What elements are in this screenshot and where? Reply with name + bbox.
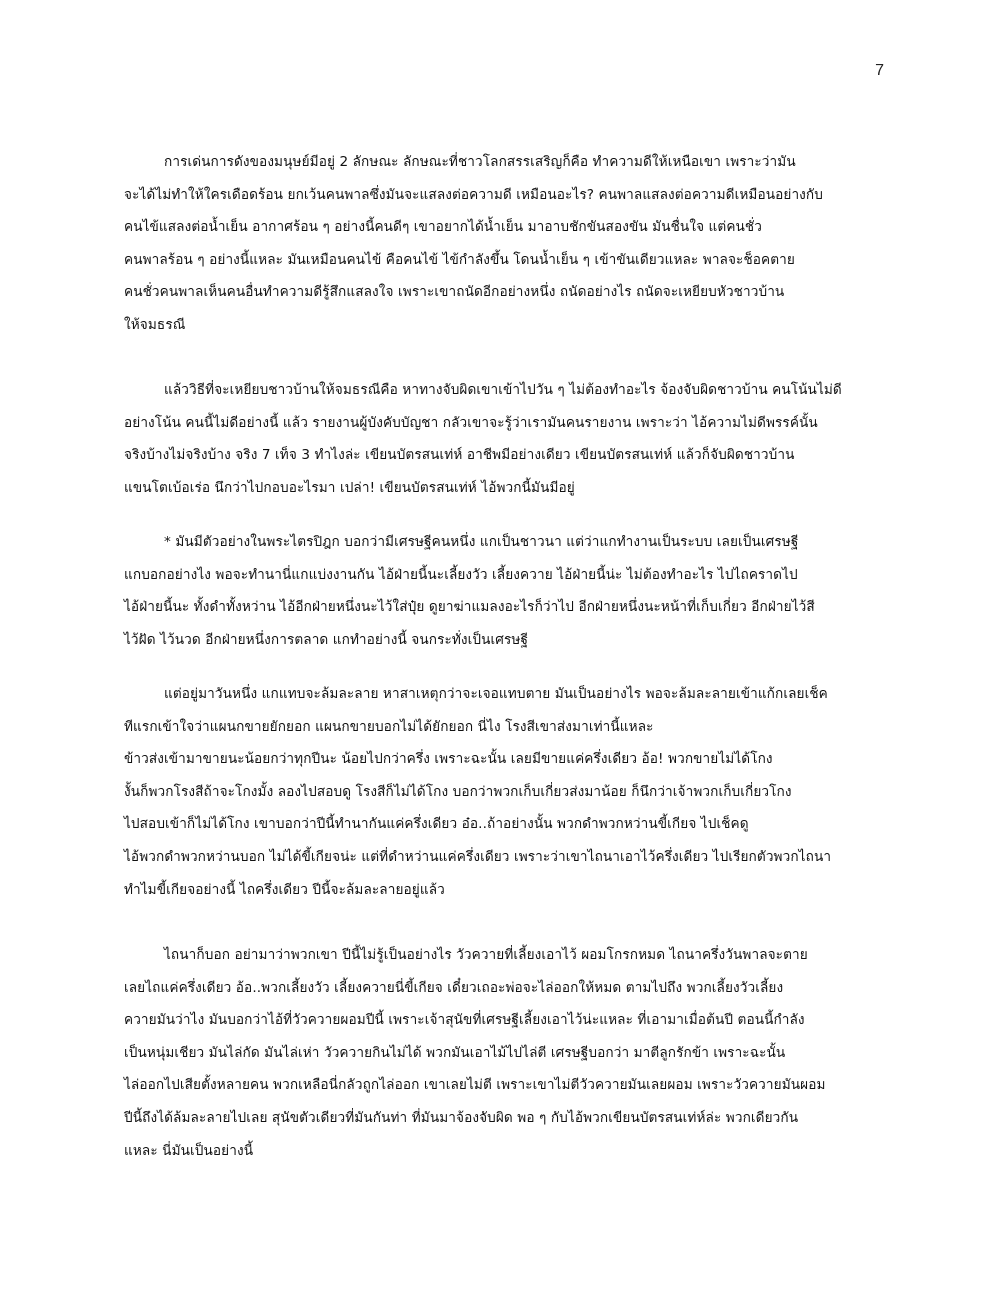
text-line: ไว้ฝัด ไว้นวด อีกฝ่ายหนึ่งการตลาด แกทำอย่างนี้ จนกระทั่งเป็นเศรษฐี (124, 631, 529, 648)
text-line: เลยไถแค่ครึ่งเดียว อ้อ..พวกเลี้ยงวัว เลี้ยงควายนี่ขี้เกียจ เดี๋ยวเถอะพ่อจะไล่ออกให้หมด ตามไปถึง พวกเลี้ยงวัวเลี้ยง (124, 979, 784, 996)
text-line: การเด่นการดังของมนุษย์มีอยู่ 2 ลักษณะ ลักษณะที่ชาวโลกสรรเสริญก็คือ ทำความดีให้เหนือเขา เพราะว่ามัน (164, 154, 796, 170)
text-line: ไล่ออกไปเสียตั้งหลายคน พวกเหลือนี่กลัวถูกไล่ออก เขาเลยไม่ตี เพราะเขาไม่ตีวัวควายมันเลยผอม เพราะวัวควายมันผอม (124, 1077, 826, 1094)
text-line: อย่างโน้น คนนี้ไม่ดีอย่างนี้ แล้ว รายงานผู้บังคับบัญชา กลัวเขาจะรู้ว่าเรามันคนรายงาน เพราะว่า ไอ้ความไม่ดีพรรค์นั้น (124, 414, 818, 431)
text-line: ให้จมธรณี (124, 316, 186, 333)
text-line: ไถนาก็บอก อย่ามาว่าพวกเขา ปีนี้ไม่รู้เป็นอย่างไร วัวควายที่เลี้ยงเอาไว้ ผอมโกรกหมด ไถนาครึ่งวันพาลจะตาย (164, 947, 808, 963)
text-line: ควายมันว่าไง มันบอกว่าไอ้ที่วัวควายผอมปีนี้ เพราะเจ้าสุนัขที่เศรษฐีเลี้ยงเอาไว้น่ะแหละ ที่เอามาเมื่อต้นปี ตอนนี้กำลัง (124, 1012, 805, 1029)
text-line: ข้าวส่งเข้ามาขายนะน้อยกว่าทุกปีนะ น้อยไปกว่าครึ่ง เพราะฉะนั้น เลยมีขายแค่ครึ่งเดียว อ้อ! พวกขายไม่ได้โกง (124, 751, 773, 768)
text-line: แต่อยู่มาวันหนึ่ง แกแทบจะล้มละลาย หาสาเหตุกว่าจะเจอแทบตาย มันเป็นอย่างไร พอจะล้มละลายเข้าแก้กเลยเช็ค (164, 686, 828, 702)
text-line: ทีแรกเข้าใจว่าแผนกขายยักยอก แผนกขายบอกไม่ได้ยักยอก นี่ไง โรงสีเขาส่งมาเท่านี้แหละ (124, 718, 654, 735)
text-line: แหละ นี่มันเป็นอย่างนี้ (124, 1142, 254, 1159)
text-line: งั้นก็พวกโรงสีถ้าจะโกงมั้ง ลองไปสอบดู โรงสีก็ไม่ได้โกง บอกว่าพวกเก็บเกี่ยวส่งมาน้อย ก็นึกว่าเจ้าพวกเก็บเกี่ยวโกง (124, 783, 792, 800)
text-line: คนพาลร้อน ๆ อย่างนี้แหละ มันเหมือนคนไข้ คือคนไข้ ไข้กำลังขึ้น โดนน้ำเย็น ๆ เข้าขันเดียวแหละ พาลจะช็อคตาย (124, 251, 795, 268)
text-line: ไอ้พวกดำพวกหว่านบอก ไม่ได้ขี้เกียจน่ะ แต่ที่ดำหว่านแค่ครึ่งเดียว เพราะว่าเขาไถนาเอาไว้ครึ่งเดียว ไปเรียกตัวพวกไถนา (124, 848, 832, 865)
text-line: เป็นหนุ่มเชียว มันไล่กัด มันไล่เห่า วัวควายกินไม่ได้ พวกมันเอาไม้ไปไล่ตี เศรษฐีบอกว่า มาตีลูกรักข้า เพราะฉะนั้น (124, 1044, 786, 1061)
text-line: คนไข้แสลงต่อน้ำเย็น อากาศร้อน ๆ อย่างนี้คนดีๆ เขาอยากได้น้ำเย็น มาอาบชักขันสองขัน มันชื่นใจ แต่คนชั่ว (124, 219, 762, 236)
paragraph-3 (124, 526, 884, 656)
page-number: 7 (875, 62, 884, 79)
paragraph-4 (124, 678, 884, 906)
text-line: คนชั่วคนพาลเห็นคนอื่นทำความดีรู้สึกแสลงใจ เพราะเขาถนัดอีกอย่างหนึ่ง ถนัดอย่างไร ถนัดจะเหยียบหัวชาวบ้าน (124, 284, 785, 301)
text-line: แขนโตเบ้อเร่อ นึกว่าไปกอบอะไรมา เปล่า! เขียนบัตรสนเท่ห์ ไอ้พวกนี้มันมีอยู่ (124, 479, 575, 496)
text-line: แกบอกอย่างไง พอจะทำนานี่แกแบ่งงานกัน ไอ้ฝ่ายนี้นะเลี้ยงวัว เลี้ยงควาย ไอ้ฝ่ายนี้น่ะ ไม่ต้องทำอะไร ไปไถคราดไป (124, 566, 798, 583)
text-line: แล้ววิธีที่จะเหยียบชาวบ้านให้จมธรณีคือ หาทางจับผิดเขาเข้าไปวัน ๆ ไม่ต้องทำอะไร จ้องจับผิดชาวบ้าน คนโน้นไม่ดี (164, 382, 842, 398)
text-line: จะได้ไม่ทำให้ใครเดือดร้อน ยกเว้นคนพาลซึ่งมันจะแสลงต่อความดี เหมือนอะไร? คนพาลแสลงต่อความดีเหมือนอย่างกับ (124, 186, 823, 203)
text-line: * มันมีตัวอย่างในพระไตรปิฎก บอกว่ามีเศรษฐีคนหนึ่ง แกเป็นชาวนา แต่ว่าแกทำงานเป็นระบบ เลยเป็นเศรษฐี (164, 534, 799, 550)
paragraph-1 (124, 146, 884, 342)
text-line: ปีนี้ถึงได้ล้มละลายไปเลย สุนัขตัวเดียวที่มันกันท่า ที่มันมาจ้องจับผิด พอ ๆ กับไอ้พวกเขียนบัตรสนเท่ห์ล่ะ พวกเดียวกัน (124, 1109, 799, 1126)
text-line: จริงบ้างไม่จริงบ้าง จริง 7 เท็จ 3 ทำไงล่ะ เขียนบัตรสนเท่ห์ อาชีพมีอย่างเดียว เขียนบัตรสนเท่ห์ แล้วก็จับผิดชาวบ้าน (124, 447, 795, 464)
paragraph-5 (124, 939, 884, 1167)
paragraph-2 (124, 374, 884, 504)
text-line: ไปสอบเข้าก็ไม่ได้โกง เขาบอกว่าปีนี้ทำนากันแค่ครึ่งเดียว อ๋อ..ถ้าอย่างนั้น พวกดำพวกหว่านขี้เกียจ ไปเช็คดู (124, 816, 749, 833)
text-line: ไอ้ฝ่ายนี้นะ ทั้งดำทั้งหว่าน ไอ้อีกฝ่ายหนึ่งนะไว้ใส่ปุ๋ย ดูยาฆ่าแมลงอะไรก็ว่าไป อีกฝ่ายหนึ่งนะหน้าที่เก็บเกี่ยว อีกฝ่ายไว้สี (124, 599, 815, 616)
text-line: ทำไมขี้เกียจอย่างนี้ ไถครึ่งเดียว ปีนี้จะล้มละลายอยู่แล้ว (124, 881, 445, 898)
